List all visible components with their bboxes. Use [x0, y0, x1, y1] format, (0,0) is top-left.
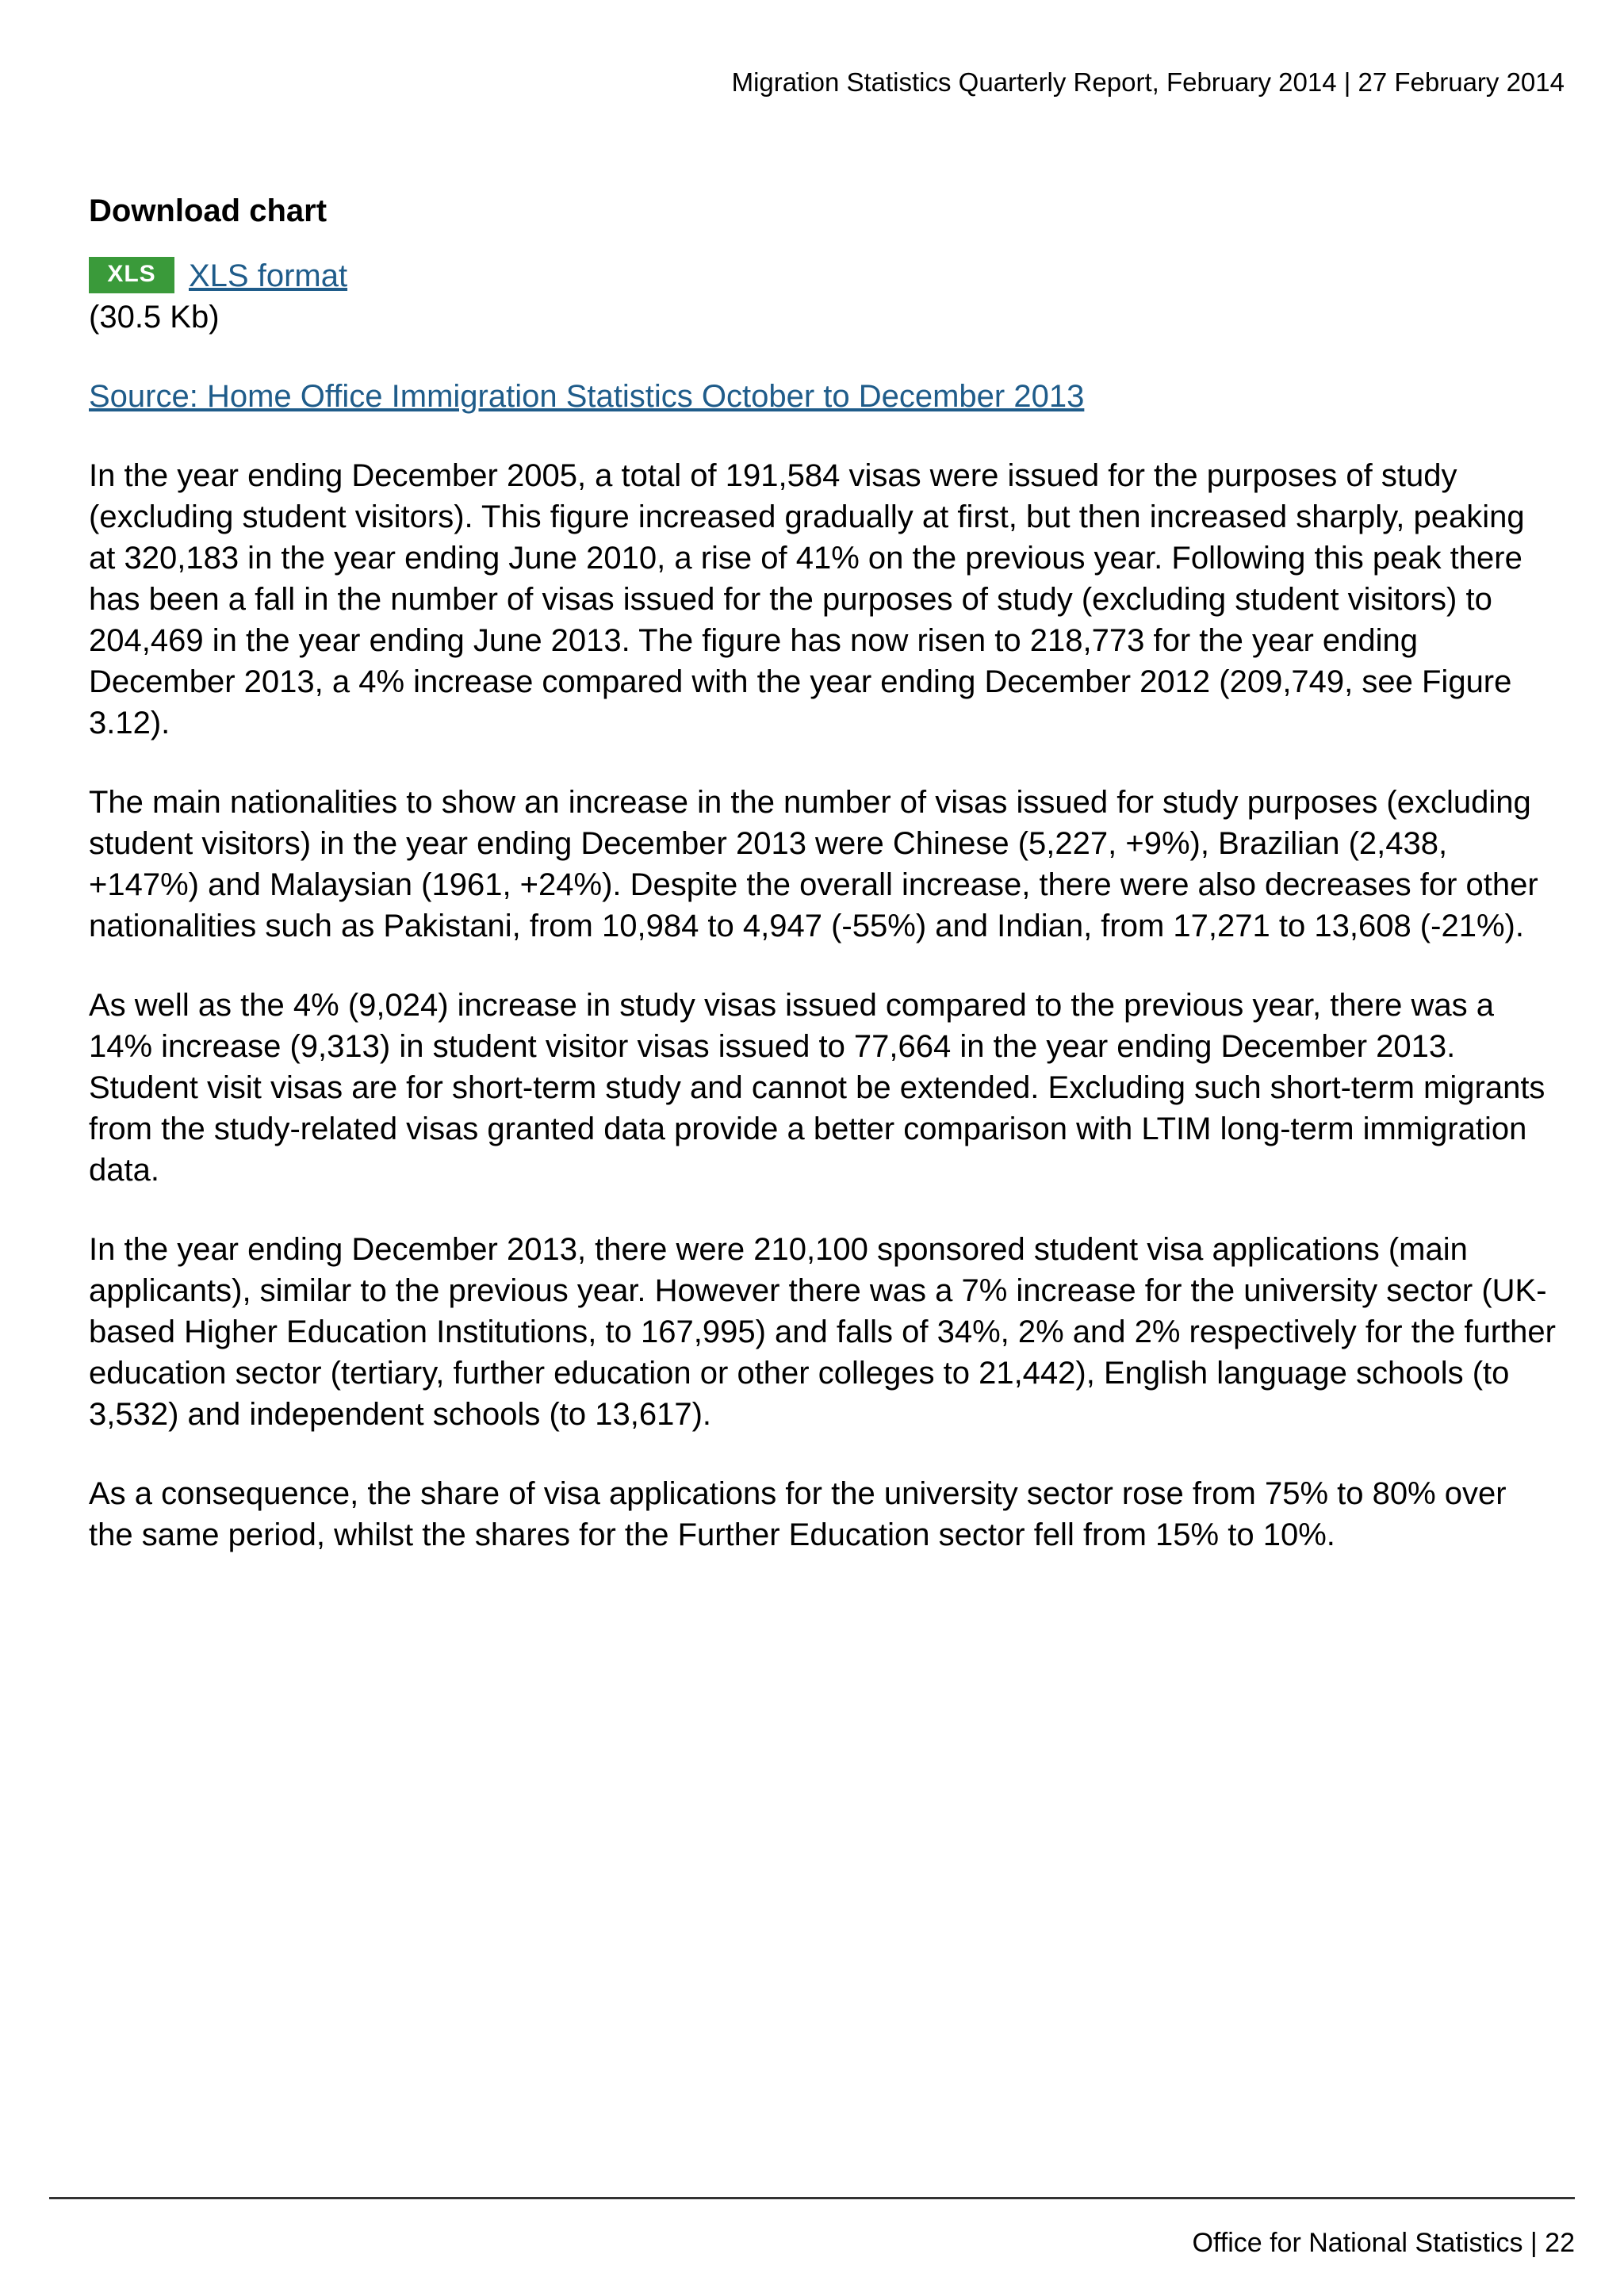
xls-file-icon: XLS	[89, 257, 174, 293]
paragraph-sector-shares: As a consequence, the share of visa applications for the university sector rose from 75% to 80% over the same period, whilst the shares for the Further Education sector fell from 15% to 10%.	[89, 1476, 1507, 1552]
xls-format-link[interactable]: XLS format	[189, 258, 348, 293]
footer-page-label: Office for National Statistics | 22	[1192, 2228, 1575, 2258]
source-link[interactable]: Source: Home Office Immigration Statistics October to December 2013	[89, 379, 1085, 414]
file-size-label: (30.5 Kb)	[89, 300, 220, 335]
paragraph-nationalities: The main nationalities to show an increase in the number of visas issued for study purposes (excluding student visitors) in the year ending December 2013 were Chinese (5,227, +9%), Brazilian (2,438, +147%) and Malaysian (1961, +24%). Despite the overall increase, there were also decreases for other nationalities such as Pakistani, from 10,984 to 4,947 (-55%) and Indian, from 17,271 to 13,608 (-21%).	[89, 785, 1538, 943]
footer-divider	[49, 2197, 1575, 2199]
paragraph-student-visitor-visas: As well as the 4% (9,024) increase in study visas issued compared to the previous year, there was a 14% increase (9,313) in student visitor visas issued to 77,664 in the year ending December 2013. Student visit visas are for short-term study and cannot be extended. Excluding such short-term migrants from the study-related visas granted data provide a better comparison with LTIM long-term immigration data.	[89, 988, 1545, 1188]
download-chart-heading: Download chart	[89, 193, 327, 228]
xls-download-row	[89, 255, 1556, 297]
paragraph-sponsored-applications: In the year ending December 2013, there were 210,100 sponsored student visa applications (main applicants), similar to the previous year. However there was a 7% increase for the university sector (UK-based Higher Education Institutions, to 167,995) and falls of 34%, 2% and 2% respectively for the further education sector (tertiary, further education or other colleges to 21,442), English language schools (to 3,532) and independent schools (to 13,617).	[89, 1232, 1556, 1432]
paragraph-study-visas-trend: In the year ending December 2005, a total of 191,584 visas were issued for the purposes of study (excluding student visitors). This figure increased gradually at first, but then increased sharply, peaking at 320,183 in the year ending June 2010, a rise of 41% on the previous year. Following this peak there has been a fall in the number of visas issued for the purposes of study (excluding student visitors) to 204,469 in the year ending June 2013. The figure has now risen to 218,773 for the year ending December 2013, a 4% increase compared with the year ending December 2012 (209,749, see Figure 3.12).	[89, 458, 1525, 740]
page-content	[89, 190, 1556, 1556]
report-header-title: Migration Statistics Quarterly Report, February 2014 | 27 February 2014	[731, 67, 1565, 97]
